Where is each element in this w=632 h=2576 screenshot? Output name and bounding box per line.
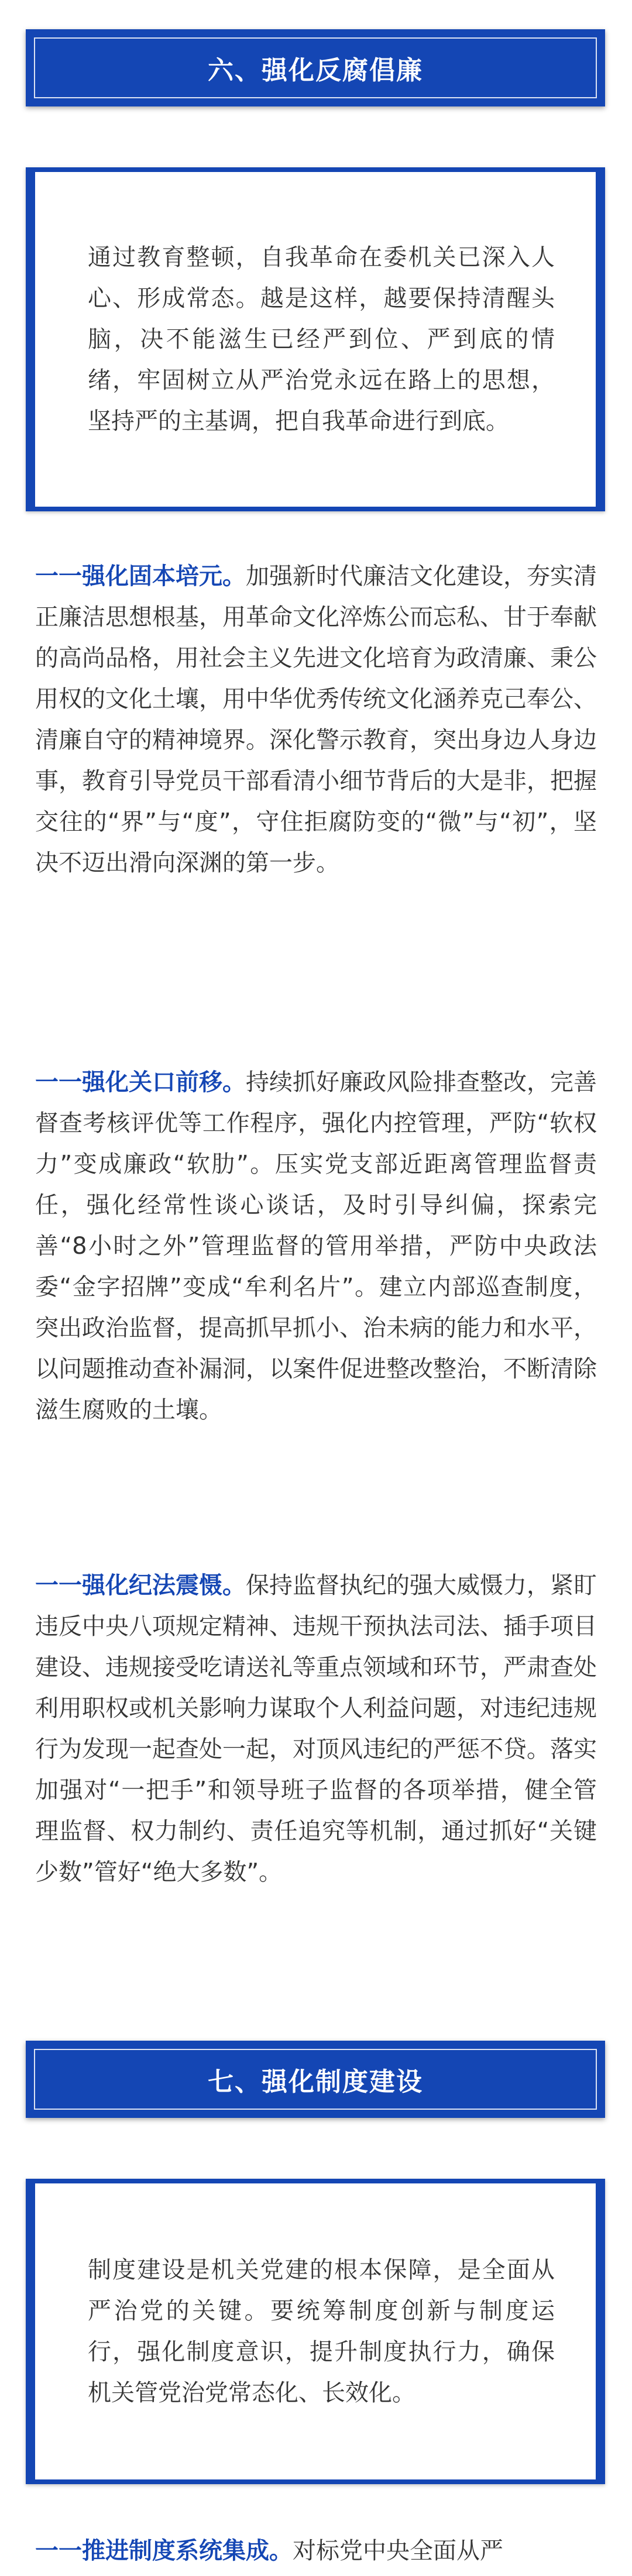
section-header-6 [26,29,605,106]
paragraph-zhidujicheng [35,2530,597,2571]
paragraph-lead: 一一推进制度系统集成。 [35,2537,293,2564]
paragraph-lead: 一一强化固本培元。 [35,563,246,590]
paragraph-jifazhenshe [35,1565,597,1893]
section-title: 六、强化反腐倡廉 [208,56,423,85]
paragraph-text: 对标党中央全面从严 [293,2537,503,2564]
paragraph-text: 持续抓好廉政风险排查整改，完善督查考核评优等工作程序，强化内控管理，严防“软权力”变成廉政“软肋”。压实党支部近距离管理监督责任，强化经常性谈心谈话，及时引导纠偏，探索完善“8小时之外”管理监督的管用举措，严防中央政法委“金字招牌”变成“牟利名片”。建立内部巡查制度，突出政治监督，提高抓早抓小、治未病的能力和水平，以问题推动查补漏洞，以案件促进整改整治，不断清除滋生腐败的土壤。 [35,1069,597,1423]
paragraph-guankouqianyi [35,1062,597,1430]
intro-box-6 [26,167,605,511]
paragraph-lead: 一一强化纪法震慑。 [35,1572,246,1599]
intro-text: 通过教育整顿，自我革命在委机关已深入人心、形成常态。越是这样，越要保持清醒头脑，决不能滋生已经严到位、严到底的情绪，牢固树立从严治党永远在路上的思想，坚持严的主基调，把自我革命进行到底。 [88,244,555,435]
paragraph-text: 加强新时代廉洁文化建设，夯实清正廉洁思想根基，用革命文化淬炼公而忘私、甘于奉献的高尚品格，用社会主义先进文化培育为政清廉、秉公用权的文化土壤，用中华优秀传统文化涵养克己奉公、清廉自守的精神境界。深化警示教育，突出身边人身边事，教育引导党员干部看清小细节背后的大是非，把握交往的“界”与“度”，守住拒腐防变的“微”与“初”，坚决不迈出滑向深渊的第一步。 [35,563,597,876]
section-title: 七、强化制度建设 [208,2067,423,2097]
paragraph-lead: 一一强化关口前移。 [35,1069,246,1096]
section-header-7 [26,2041,605,2118]
intro-text: 制度建设是机关党建的根本保障，是全面从严治党的关键。要统筹制度创新与制度运行，强化制度意识，提升制度执行力，确保机关管党治党常态化、长效化。 [88,2257,555,2406]
paragraph-gubenpeiyuan [35,556,597,883]
intro-box-7 [26,2179,605,2484]
paragraph-text: 保持监督执纪的强大威慑力，紧盯违反中央八项规定精神、违规干预执法司法、插手项目建设、违规接受吃请送礼等重点领域和环节，严肃查处利用职权或机关影响力谋取个人利益问题，对违纪违规行为发现一起查处一起，对顶风违纪的严惩不贷。落实加强对“一把手”和领导班子监督的各项举措，健全管理监督、权力制约、责任追究等机制，通过抓好“关键少数”管好“绝大多数”。 [35,1572,597,1886]
